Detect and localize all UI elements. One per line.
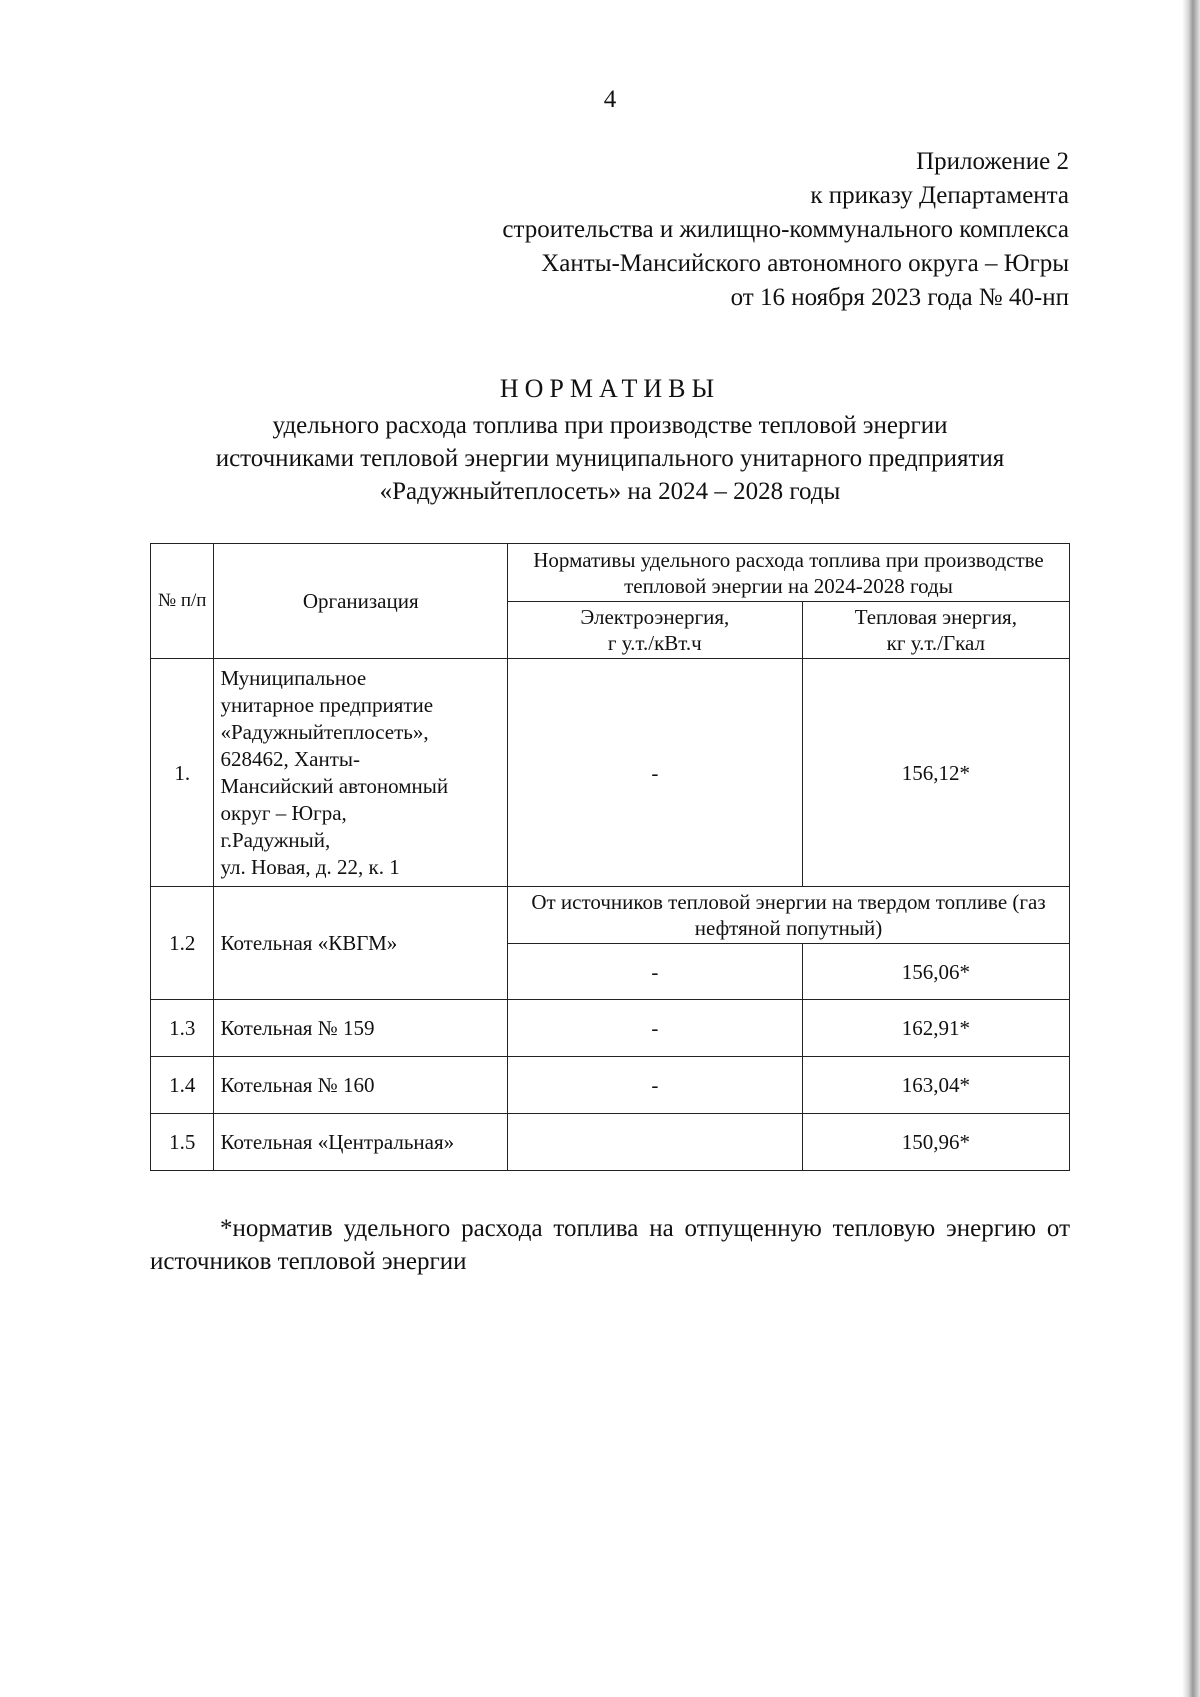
table-header-row xyxy=(151,544,1070,602)
appendix-line-4: Ханты-Мансийского автономного округа – Югры xyxy=(541,250,1069,277)
page-number: 4 xyxy=(603,86,617,113)
title-subtitle-2: источниками тепловой энергии муниципального унитарного предприятия xyxy=(215,445,1005,472)
row-num: 1.4 xyxy=(151,1057,214,1114)
header-electric xyxy=(507,602,802,659)
org-line: ул. Новая, д. 22, к. 1 xyxy=(220,854,400,879)
appendix-header xyxy=(309,145,1069,315)
appendix-line-3: строительства и жилищно-коммунального комплекса xyxy=(502,216,1069,243)
row-org: Котельная № 159 xyxy=(214,1000,507,1057)
table-row xyxy=(151,1057,1070,1114)
table-row xyxy=(151,887,1070,944)
org-line: округ – Югра, xyxy=(220,800,347,825)
row-org xyxy=(214,659,507,887)
row-electric: - xyxy=(507,1000,802,1057)
footnote: *норматив удельного расхода топлива на отпущенную тепловую энергию от источников тепловой энергии xyxy=(150,1215,1070,1275)
header-norms: Нормативы удельного расхода топлива при производстве тепловой энергии на 2024-2028 годы xyxy=(507,544,1069,602)
header-thermal-unit: кг у.т./Гкал xyxy=(886,631,986,655)
appendix-line-2: к приказу Департамента xyxy=(810,182,1069,209)
row-electric: - xyxy=(507,944,802,1000)
header-org: Организация xyxy=(214,544,507,659)
row-org: Котельная «Центральная» xyxy=(214,1114,507,1171)
table-row xyxy=(151,1114,1070,1171)
row-thermal: 156,06* xyxy=(802,944,1069,1000)
row-num: 1. xyxy=(151,659,214,887)
org-line: Муниципальное xyxy=(220,665,367,690)
row-thermal: 150,96* xyxy=(802,1114,1069,1171)
row-thermal: 162,91* xyxy=(802,1000,1069,1057)
org-line: 628462, Ханты- xyxy=(220,746,360,771)
row-org: Котельная № 160 xyxy=(214,1057,507,1114)
row-num: 1.3 xyxy=(151,1000,214,1057)
org-line: Мансийский автономный xyxy=(220,773,449,798)
table-row xyxy=(151,659,1070,887)
header-electric-unit: г у.т./кВт.ч xyxy=(607,631,702,655)
org-line: унитарное предприятие xyxy=(220,692,434,717)
row-num: 1.2 xyxy=(151,887,214,1000)
table-row xyxy=(151,1000,1070,1057)
scan-edge xyxy=(1182,0,1200,1697)
row-num: 1.5 xyxy=(151,1114,214,1171)
document-title xyxy=(150,372,1070,508)
appendix-line-5: от 16 ноября 2023 года № 40-нп xyxy=(730,284,1069,311)
row-electric: - xyxy=(507,1057,802,1114)
org-line: г.Радужный, xyxy=(220,827,331,852)
org-line: «Радужныйтеплосеть», xyxy=(220,719,429,744)
title-main: НОРМАТИВЫ xyxy=(499,374,721,403)
header-num: № п/п xyxy=(151,544,214,659)
row-org: Котельная «КВГМ» xyxy=(214,887,507,1000)
row-thermal: 163,04* xyxy=(802,1057,1069,1114)
row-electric: - xyxy=(507,659,802,887)
row-electric xyxy=(507,1114,802,1171)
title-subtitle-1: удельного расхода топлива при производстве тепловой энергии xyxy=(272,412,948,439)
norms-table xyxy=(150,543,1070,1171)
title-subtitle-3: «Радужныйтеплосеть» на 2024 – 2028 годы xyxy=(379,478,841,505)
header-thermal-label: Тепловая энергия, xyxy=(854,605,1017,629)
row-thermal: 156,12* xyxy=(802,659,1069,887)
header-electric-label: Электроэнергия, xyxy=(580,605,730,629)
appendix-line-1: Приложение 2 xyxy=(916,148,1069,175)
header-thermal xyxy=(802,602,1069,659)
row-fuel-note: От источников тепловой энергии на твердом топливе (газ нефтяной попутный) xyxy=(507,887,1069,944)
